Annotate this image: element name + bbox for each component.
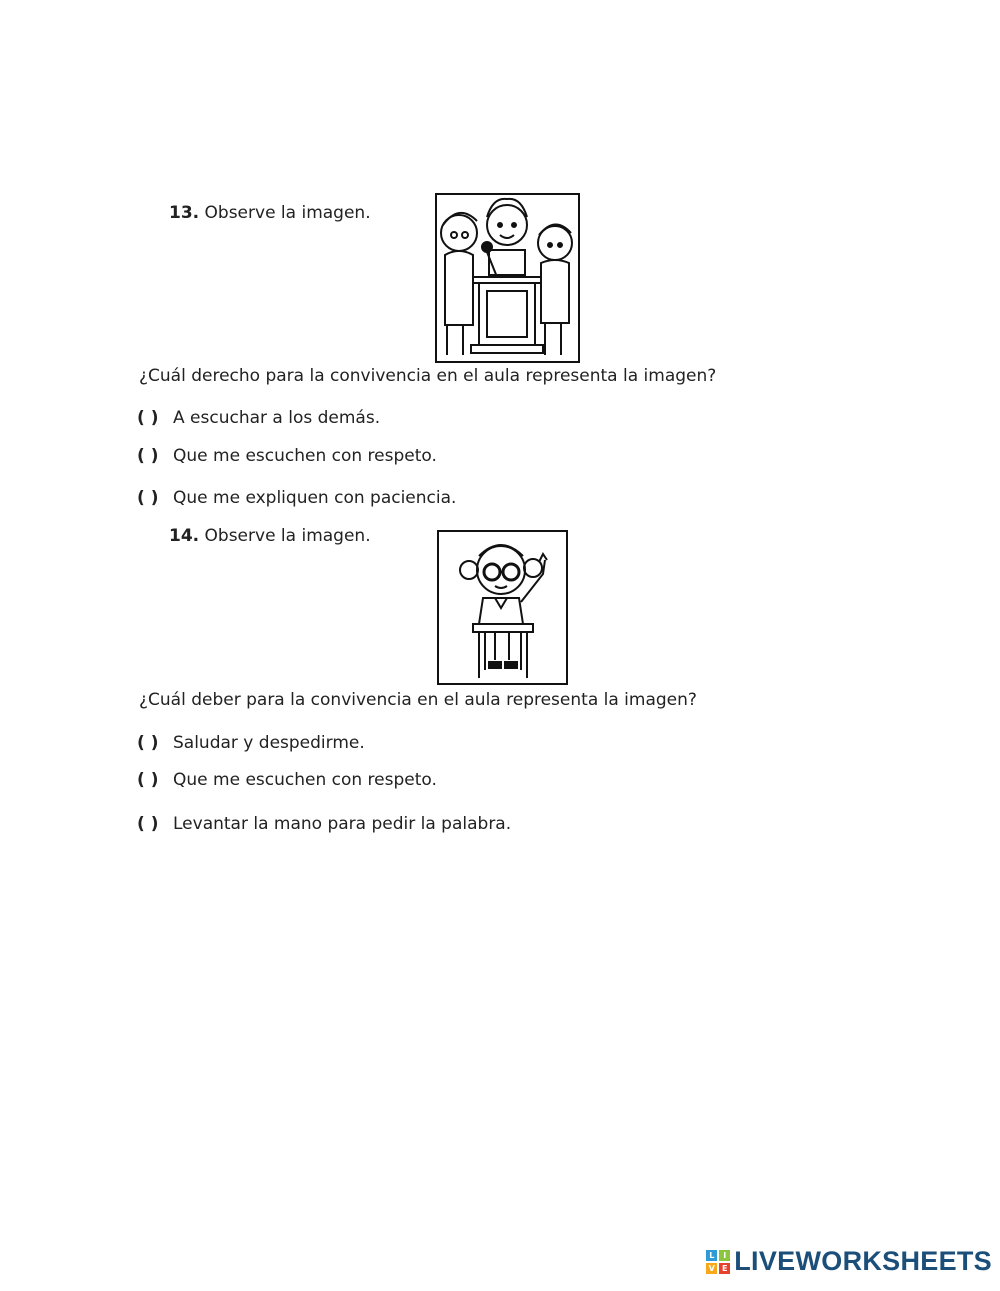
answer-blank[interactable]: ( ) bbox=[137, 814, 159, 834]
option-13-a[interactable] bbox=[137, 407, 380, 429]
podium-drawing bbox=[437, 195, 578, 361]
question-number: 14. bbox=[169, 526, 200, 546]
option-text: Saludar y despedirme. bbox=[173, 733, 365, 753]
logo-wordmark: LIVEWORKSHEETS bbox=[734, 1246, 992, 1276]
logo-tile: V bbox=[706, 1263, 717, 1274]
answer-blank[interactable]: ( ) bbox=[137, 446, 159, 466]
option-text: Que me expliquen con paciencia. bbox=[173, 488, 457, 508]
question-13-header bbox=[169, 202, 371, 224]
option-text: Levantar la mano para pedir la palabra. bbox=[173, 814, 512, 834]
question-14-header bbox=[169, 525, 371, 547]
logo-tile: E bbox=[719, 1263, 730, 1274]
question-13-prompt: ¿Cuál derecho para la convivencia en el aula representa la imagen? bbox=[139, 366, 717, 386]
logo-tile: L bbox=[706, 1250, 717, 1261]
logo-tiles bbox=[706, 1250, 730, 1274]
option-text: Que me escuchen con respeto. bbox=[173, 446, 437, 466]
question-14-prompt: ¿Cuál deber para la convivencia en el aula representa la imagen? bbox=[139, 690, 697, 710]
option-14-a[interactable] bbox=[137, 732, 365, 754]
podium-illustration bbox=[435, 193, 580, 363]
option-text: Que me escuchen con respeto. bbox=[173, 770, 437, 790]
answer-blank[interactable]: ( ) bbox=[137, 770, 159, 790]
answer-blank[interactable]: ( ) bbox=[137, 408, 159, 428]
option-14-b[interactable] bbox=[137, 769, 437, 791]
option-13-b[interactable] bbox=[137, 445, 437, 467]
raised-hand-illustration bbox=[437, 530, 568, 685]
raised-hand-drawing bbox=[439, 532, 566, 683]
question-number: 13. bbox=[169, 203, 200, 223]
option-14-c[interactable] bbox=[137, 813, 511, 835]
option-13-c[interactable] bbox=[137, 487, 456, 509]
option-text: A escuchar a los demás. bbox=[173, 408, 381, 428]
liveworksheets-logo bbox=[706, 1246, 992, 1277]
answer-blank[interactable]: ( ) bbox=[137, 733, 159, 753]
question-instruction: Observe la imagen. bbox=[204, 203, 371, 223]
answer-blank[interactable]: ( ) bbox=[137, 488, 159, 508]
logo-tile: I bbox=[719, 1250, 730, 1261]
question-instruction: Observe la imagen. bbox=[204, 526, 371, 546]
